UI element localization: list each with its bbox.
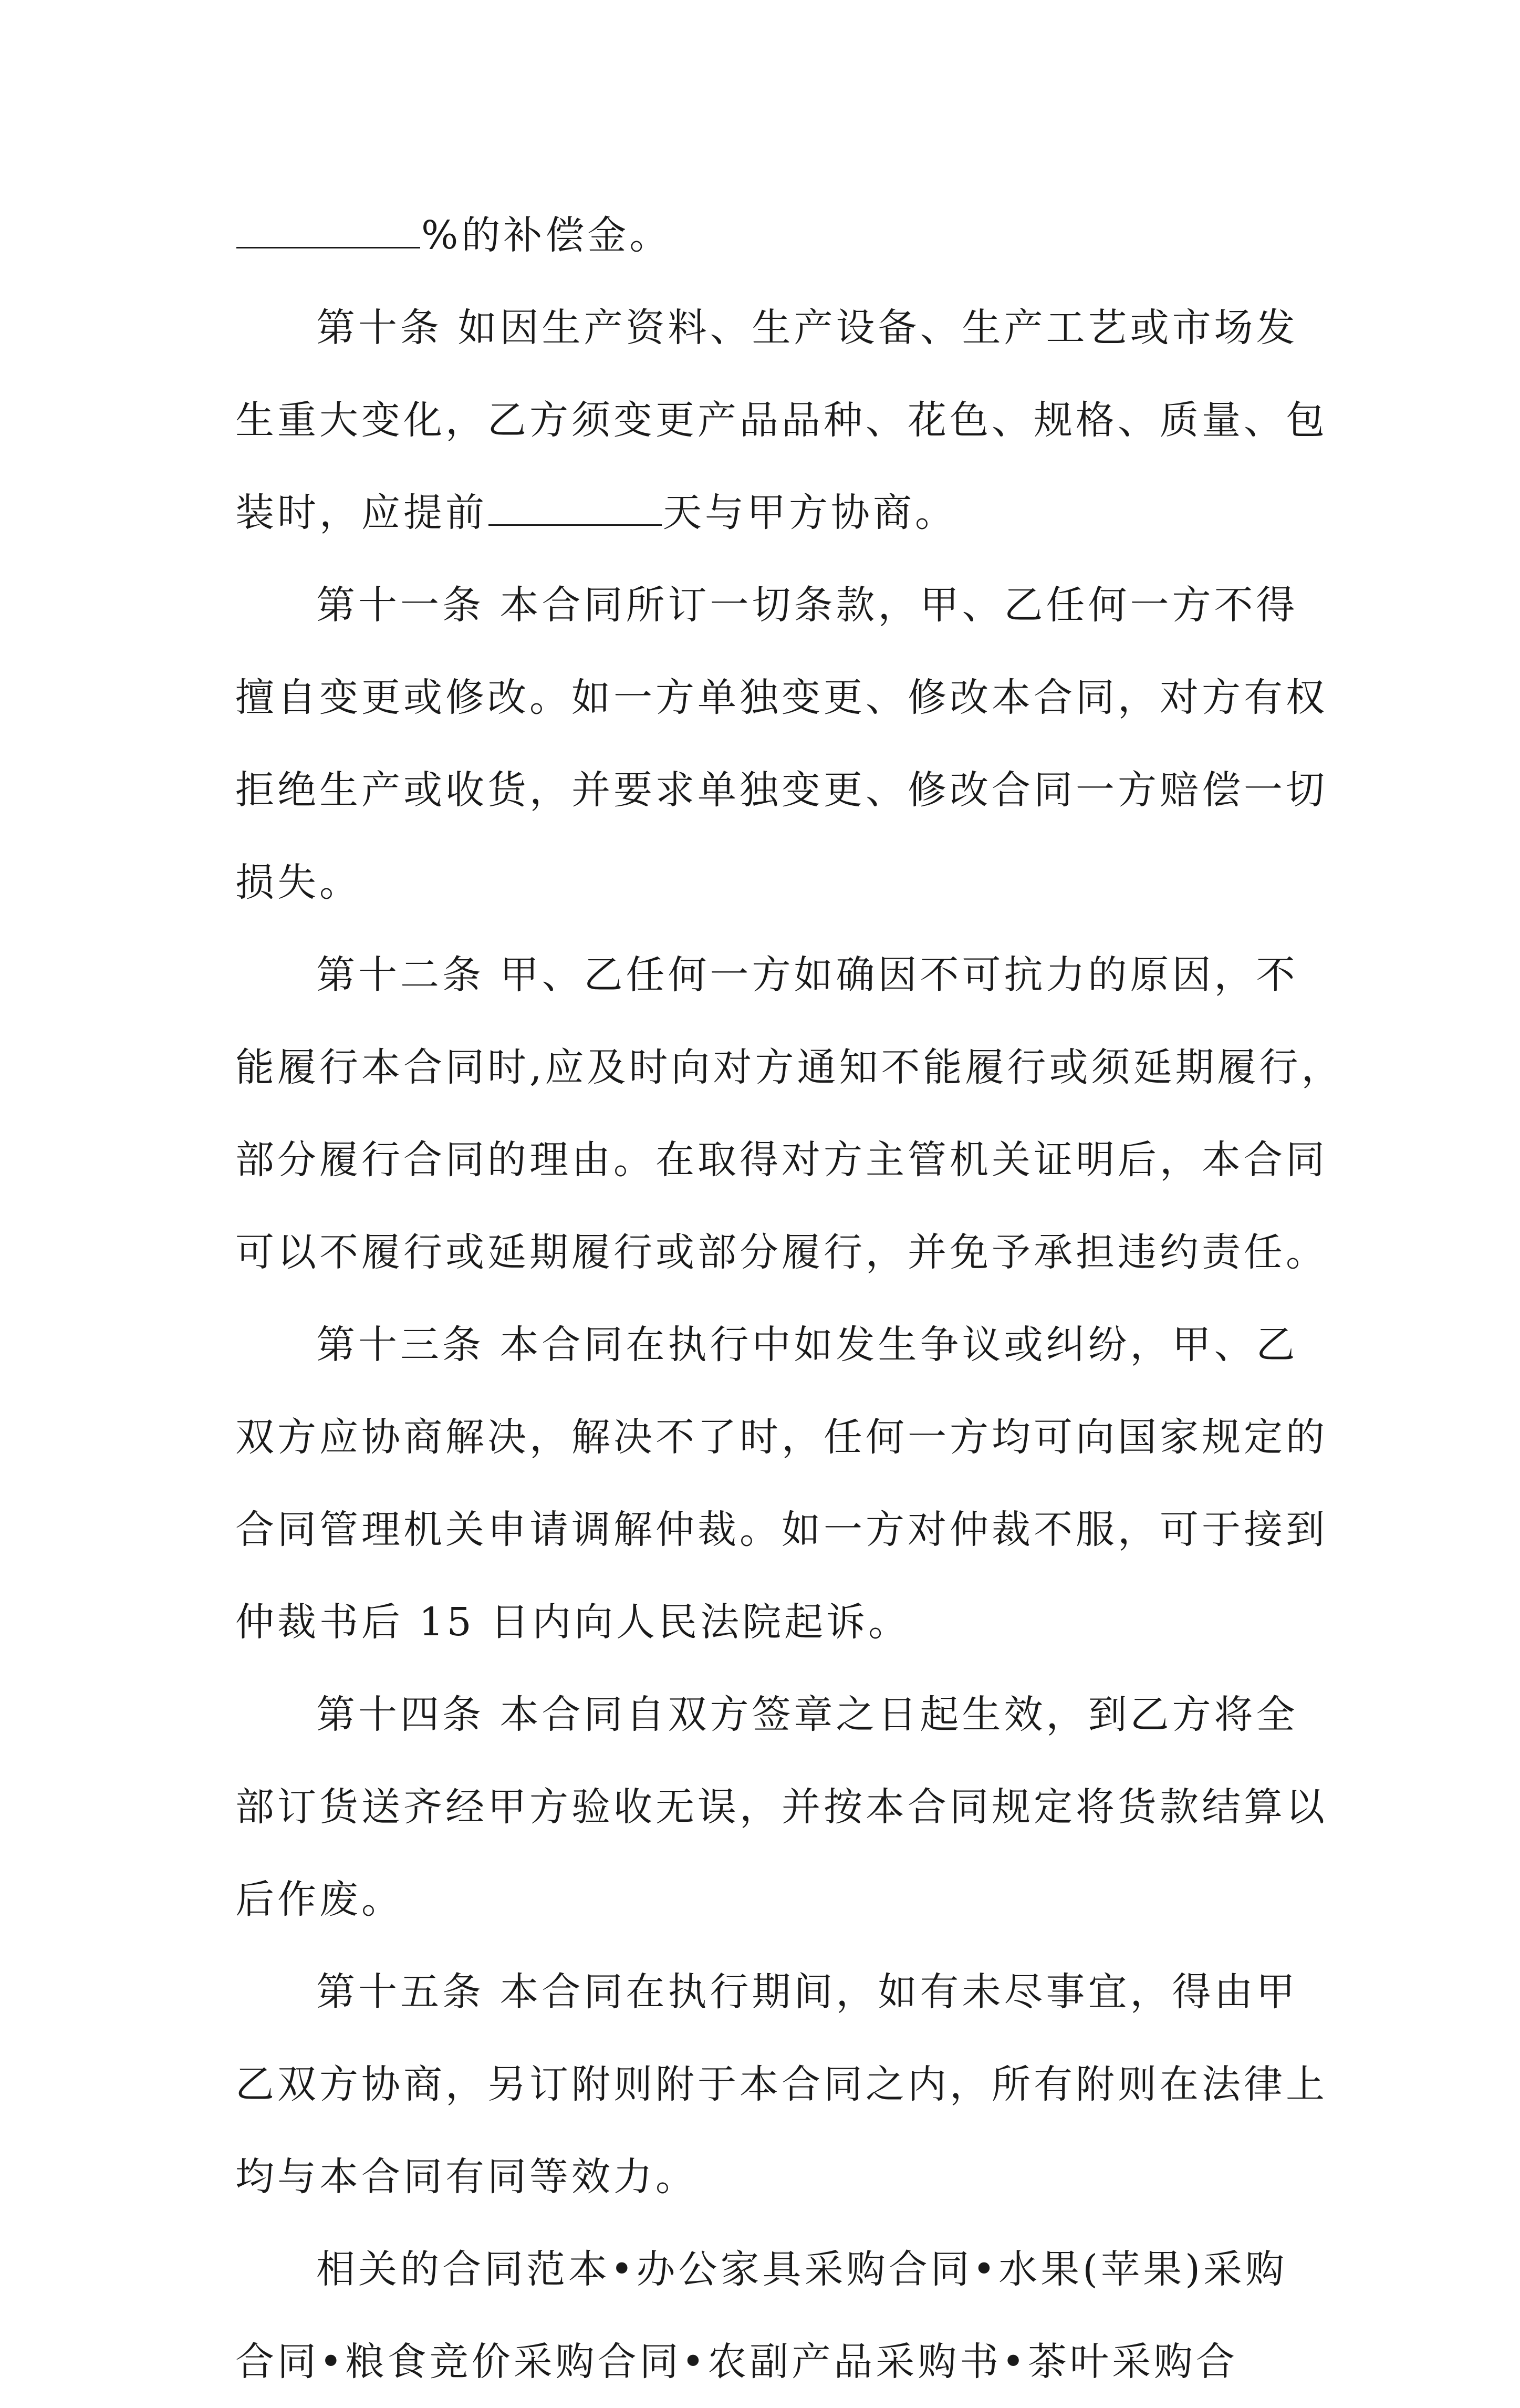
line-text-prefix: 装时，应提前 [235,490,487,535]
text-line-21 [235,2038,1328,2131]
line-text: 仲裁书后 15 日内向人民法院起诉。 [235,1600,911,1645]
text-line-14 [235,1391,1328,1483]
line-text: 后作废。 [235,1877,403,1922]
line-text: 合同•粮食竞价采购合同•农副产品采购书•茶叶采购合 [235,2339,1238,2384]
line-text: 第十一条 本合同所订一切条款，甲、乙任何一方不得 [316,583,1298,628]
line-text: 第十四条 本合同自双方签章之日起生效，到乙方将全 [316,1692,1298,1737]
fill-blank-percentage[interactable] [236,215,420,248]
line-text: 相关的合同范本•办公家具采购合同•水果(苹果)采购 [316,2247,1288,2292]
line-text: 乙双方协商，另订附则附于本合同之内，所有附则在法律上 [235,2062,1328,2107]
line-text: 拒绝生产或收货，并要求单独变更、修改合同一方赔偿一切 [235,767,1328,813]
clause-10-heading-line [235,282,1302,374]
line-text: 可以不履行或延期履行或部分履行，并免予承担违约责任。 [235,1230,1328,1275]
line-text: 第十条 如因生产资料、生产设备、生产工艺或市场发 [316,305,1298,350]
text-line-10 [235,1021,1344,1114]
line-text: 第十五条 本合同在执行期间，如有未尽事宜，得由甲 [316,1969,1298,2015]
text-line-11 [235,1114,1328,1206]
fill-blank-days[interactable] [488,493,662,526]
line-text: 合同管理机关申请调解仲裁。如一方对仲裁不服，可于接到 [235,1507,1328,1552]
text-line-3 [235,374,1328,466]
line-text: 第十三条 本合同在执行中如发生争议或纠纷，甲、乙 [316,1322,1298,1367]
line-text: 损失。 [235,860,361,905]
line-text: 双方应协商解决，解决不了时，任何一方均可向国家规定的 [235,1415,1328,1460]
clause-15-heading-line [235,1946,1302,2038]
line-text: 部分履行合同的理由。在取得对方主管机关证明后，本合同 [235,1137,1328,1182]
text-line-16 [235,1576,1302,1668]
text-line-22 [235,2131,1302,2223]
text-line-4 [235,466,1302,559]
clause-14-heading-line [235,1668,1302,1761]
line-text: 能履行本合同时,应及时向对方通知不能履行或须延期履行， [235,1045,1344,1090]
line-text: 生重大变化，乙方须变更产品品种、花色、规格、质量、包 [235,398,1328,443]
text-line-8 [235,836,1302,929]
line-text: %的补偿金。 [421,213,672,258]
text-line-24 [235,2316,1302,2408]
line-text: 第十二条 甲、乙任何一方如确因不可抗力的原因，不 [316,952,1298,998]
text-line-15 [235,1483,1328,1576]
related-templates-line [235,2223,1302,2316]
contract-text [235,189,1344,2408]
line-text: 擅自变更或修改。如一方单独变更、修改本合同，对方有权 [235,675,1328,720]
line-text: 天与甲方协商。 [663,490,957,535]
text-line-7 [235,744,1328,836]
line-text: 均与本合同有同等效力。 [235,2154,697,2199]
text-line-12 [235,1206,1328,1299]
line-text: 部订货送齐经甲方验收无误，并按本合同规定将货款结算以 [235,1784,1328,1830]
text-line-6 [235,651,1328,744]
text-line-19 [235,1853,1302,1946]
text-line-1 [235,189,1302,282]
text-line-18 [235,1761,1328,1853]
clause-13-heading-line [235,1299,1302,1391]
clause-11-heading-line [235,559,1302,651]
clause-12-heading-line [235,929,1302,1021]
